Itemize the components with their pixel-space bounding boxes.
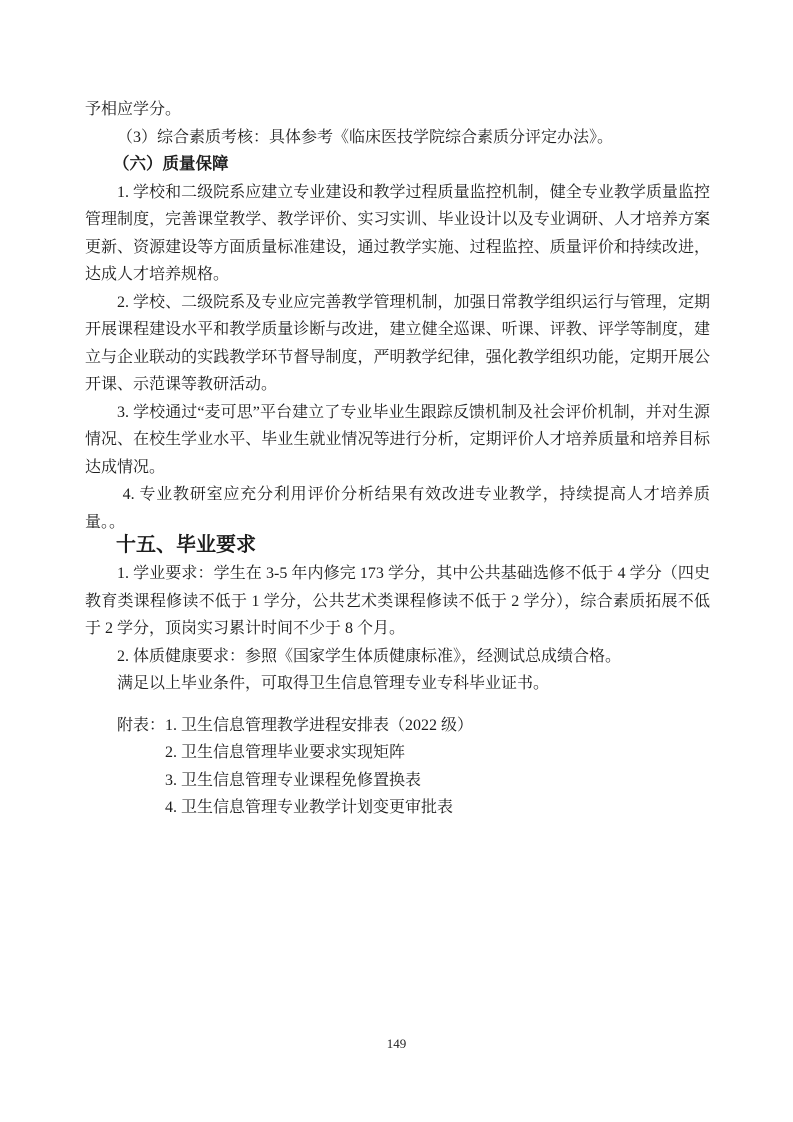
paragraph-graduation-academic: 1. 学业要求：学生在 3-5 年内修完 173 学分，其中公共基础选修不低于 4 学分（四史教育类课程修读不低于 1 学分，公共艺术类课程修读不低于 2 学分），综合素质拓展不低于 2 学分，顶岗实习累计时间不少于 8 个月。 xyxy=(85,565,710,637)
paragraph-graduation-diploma: 满足以上毕业条件，可取得卫生信息管理专业专科毕业证书。 xyxy=(117,675,550,692)
attachment-list xyxy=(85,712,710,822)
paragraph-quality-1: 1. 学校和二级院系应建立专业建设和教学过程质量监控机制，健全专业教学质量监控管理制度，完善课堂教学、教学评价、实习实训、毕业设计以及专业调研、人才培养方案更新、资源建设等方面质量标准建设，通过教学实施、过程监控、质量评价和持续改进，达成人才培养规格。 xyxy=(85,183,710,283)
paragraph-quality-4: 4. 专业教研室应充分利用评价分析结果有效改进专业教学，持续提高人才培养质量。。 xyxy=(85,486,710,531)
attachment-line-4: 4. 卫生信息管理专业教学计划变更审批表 xyxy=(165,799,454,816)
paragraph-graduation-physical: 2. 体质健康要求：参照《国家学生体质健康标准》，经测试总成绩合格。 xyxy=(117,647,622,665)
paragraph-quality-3: 3. 学校通过“麦可思”平台建立了专业毕业生跟踪反馈机制及社会评价机制，并对生源情况、在校生学业水平、毕业生就业情况等进行分析，定期评价人才培养质量和培养目标达成情况。 xyxy=(85,403,710,476)
paragraph-quality-2: 2. 学校、二级院系及专业应完善教学管理机制，加强日常教学组织运行与管理，定期开展课程建设水平和教学质量诊断与改进，建立健全巡课、听课、评教、评学等制度，建立与企业联动的实践教学环节督导制度，严明教学纪律，强化教学组织功能，定期开展公开课、示范课等教研活动。 xyxy=(85,293,710,393)
chapter-heading-graduation-requirements: 十五、毕业要求 xyxy=(116,534,256,556)
attachment-line-2: 2. 卫生信息管理毕业要求实现矩阵 xyxy=(165,744,406,761)
section-heading-quality-assurance: （六）质量保障 xyxy=(113,155,229,173)
page-number: 149 xyxy=(386,1036,407,1051)
attachment-line-3: 3. 卫生信息管理专业课程免修置换表 xyxy=(165,771,422,789)
paragraph-intro-continuation: 予相应学分。 xyxy=(85,101,182,118)
attachment-line-1: 附表：1. 卫生信息管理教学进程安排表（2022 级） xyxy=(117,716,474,734)
paragraph-item-3-comprehensive-quality: （3）综合素质考核：具体参考《临床医技学院综合素质分评定办法》。 xyxy=(117,128,614,146)
